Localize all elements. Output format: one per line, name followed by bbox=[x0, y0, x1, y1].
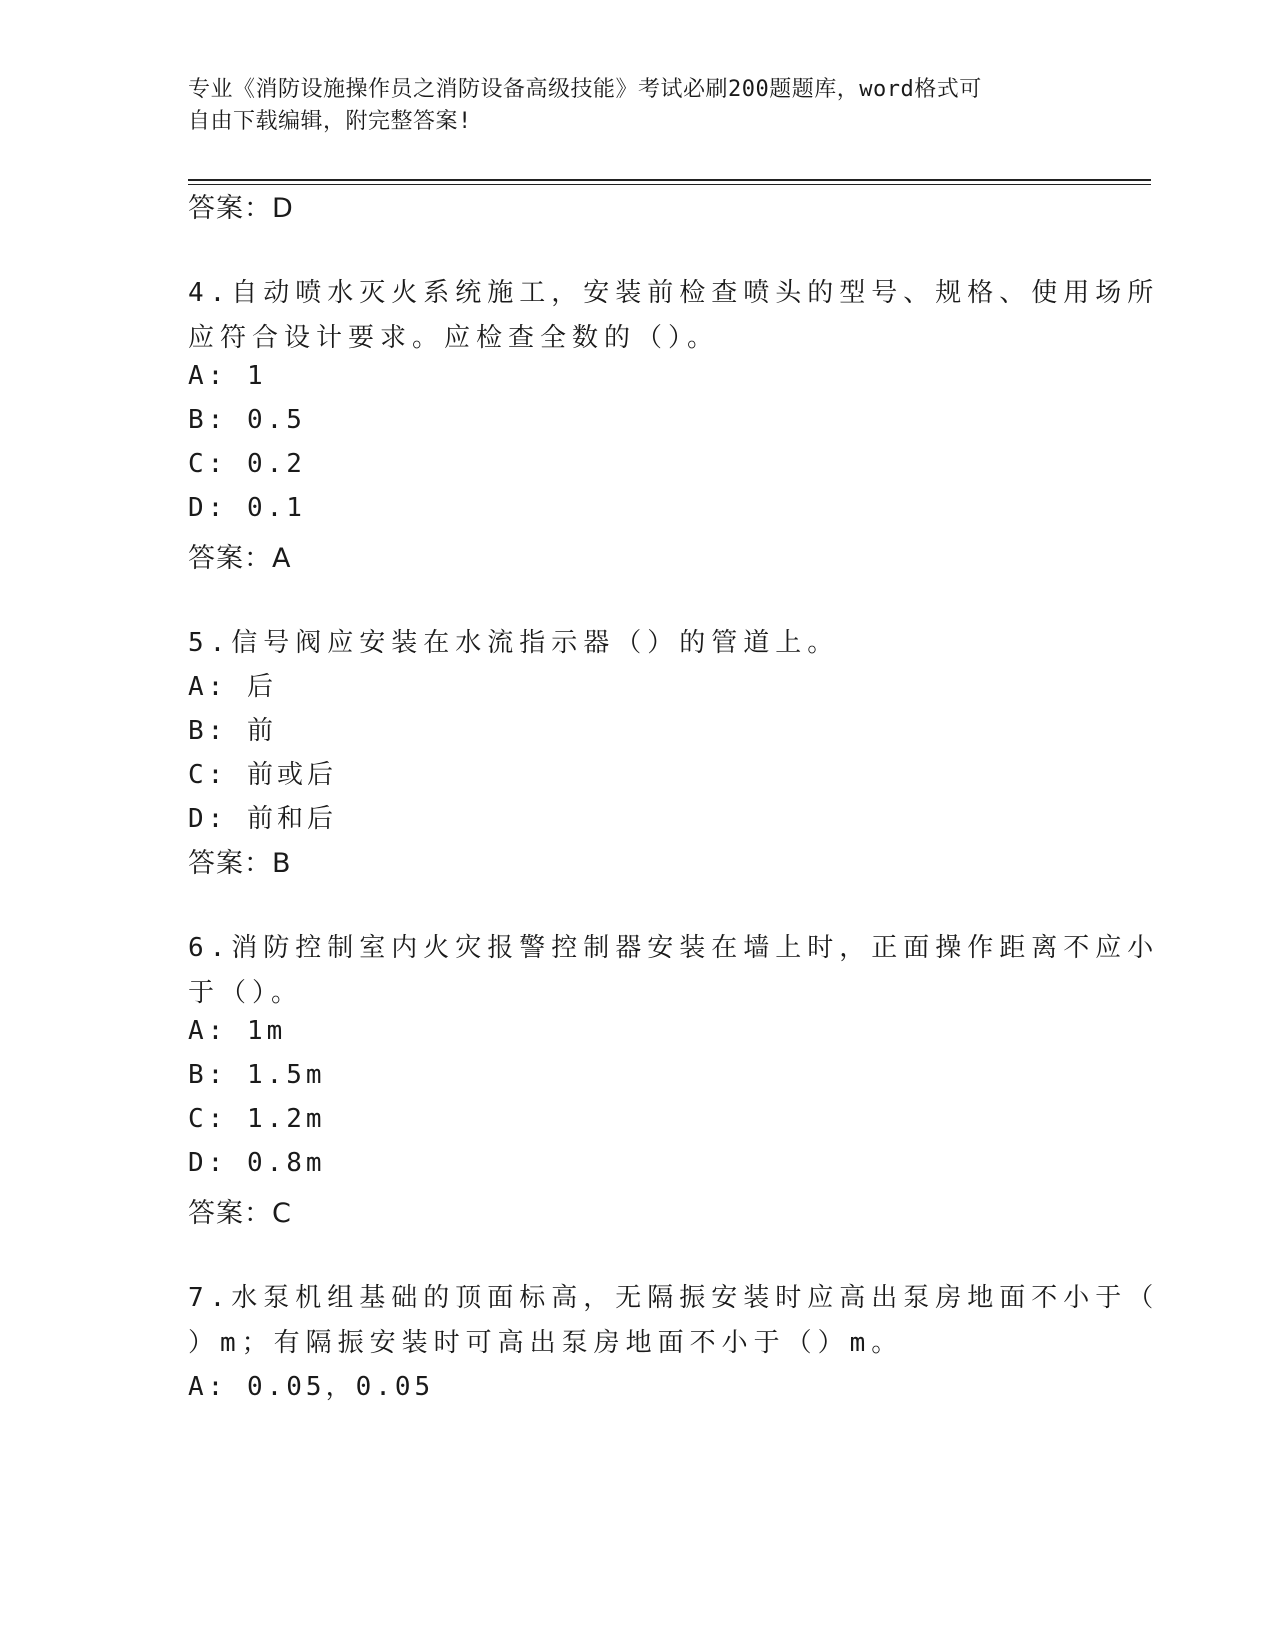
question-5-option-a: A: 后 bbox=[188, 672, 277, 702]
header-divider bbox=[188, 179, 1151, 181]
header-divider-thin bbox=[188, 184, 1151, 185]
document-header bbox=[188, 74, 1068, 138]
question-4-answer: 答案：A bbox=[188, 543, 292, 574]
question-6-text-line-2: 于（）。 bbox=[188, 978, 304, 1008]
question-4-option-c: C: 0.2 bbox=[188, 449, 306, 479]
header-line-1: 专业《消防设施操作员之消防设备高级技能》考试必刷200题题库，word格式可 bbox=[188, 77, 982, 102]
question-4-option-d: D: 0.1 bbox=[188, 493, 306, 523]
question-7-text-line-2: ）m；有隔振安装时可高出泵房地面不小于（）m。 bbox=[188, 1328, 904, 1358]
question-4-text-line-2: 应符合设计要求。应检查全数的（）。 bbox=[188, 323, 720, 353]
question-5-option-b: B: 前 bbox=[188, 716, 277, 746]
question-4-text-line-1: 4.自动喷水灭火系统施工，安装前检查喷头的型号、规格、使用场所 bbox=[188, 278, 1160, 308]
question-6-option-b: B: 1.5m bbox=[188, 1060, 326, 1090]
question-6-option-d: D: 0.8m bbox=[188, 1148, 326, 1178]
question-7-text-line-1: 7.水泵机组基础的顶面标高，无隔振安装时应高出泵房地面不小于（ bbox=[188, 1283, 1160, 1313]
question-7-option-a: A: 0.05，0.05 bbox=[188, 1372, 435, 1402]
question-5-text-line-1: 5.信号阀应安装在水流指示器（）的管道上。 bbox=[188, 628, 840, 658]
question-5-answer: 答案：B bbox=[188, 848, 292, 879]
question-5-option-d: D: 前和后 bbox=[188, 804, 337, 834]
question-4-option-a: A: 1 bbox=[188, 361, 267, 391]
previous-answer: 答案：D bbox=[188, 193, 294, 224]
question-4-option-b: B: 0.5 bbox=[188, 405, 306, 435]
question-6-option-c: C: 1.2m bbox=[188, 1104, 326, 1134]
question-6-text-line-1: 6.消防控制室内火灾报警控制器安装在墙上时，正面操作距离不应小 bbox=[188, 933, 1160, 963]
question-5-option-c: C: 前或后 bbox=[188, 760, 337, 790]
question-6-option-a: A: 1m bbox=[188, 1016, 287, 1046]
header-line-2: 自由下载编辑，附完整答案! bbox=[188, 109, 472, 134]
question-6-answer: 答案：C bbox=[188, 1198, 292, 1229]
